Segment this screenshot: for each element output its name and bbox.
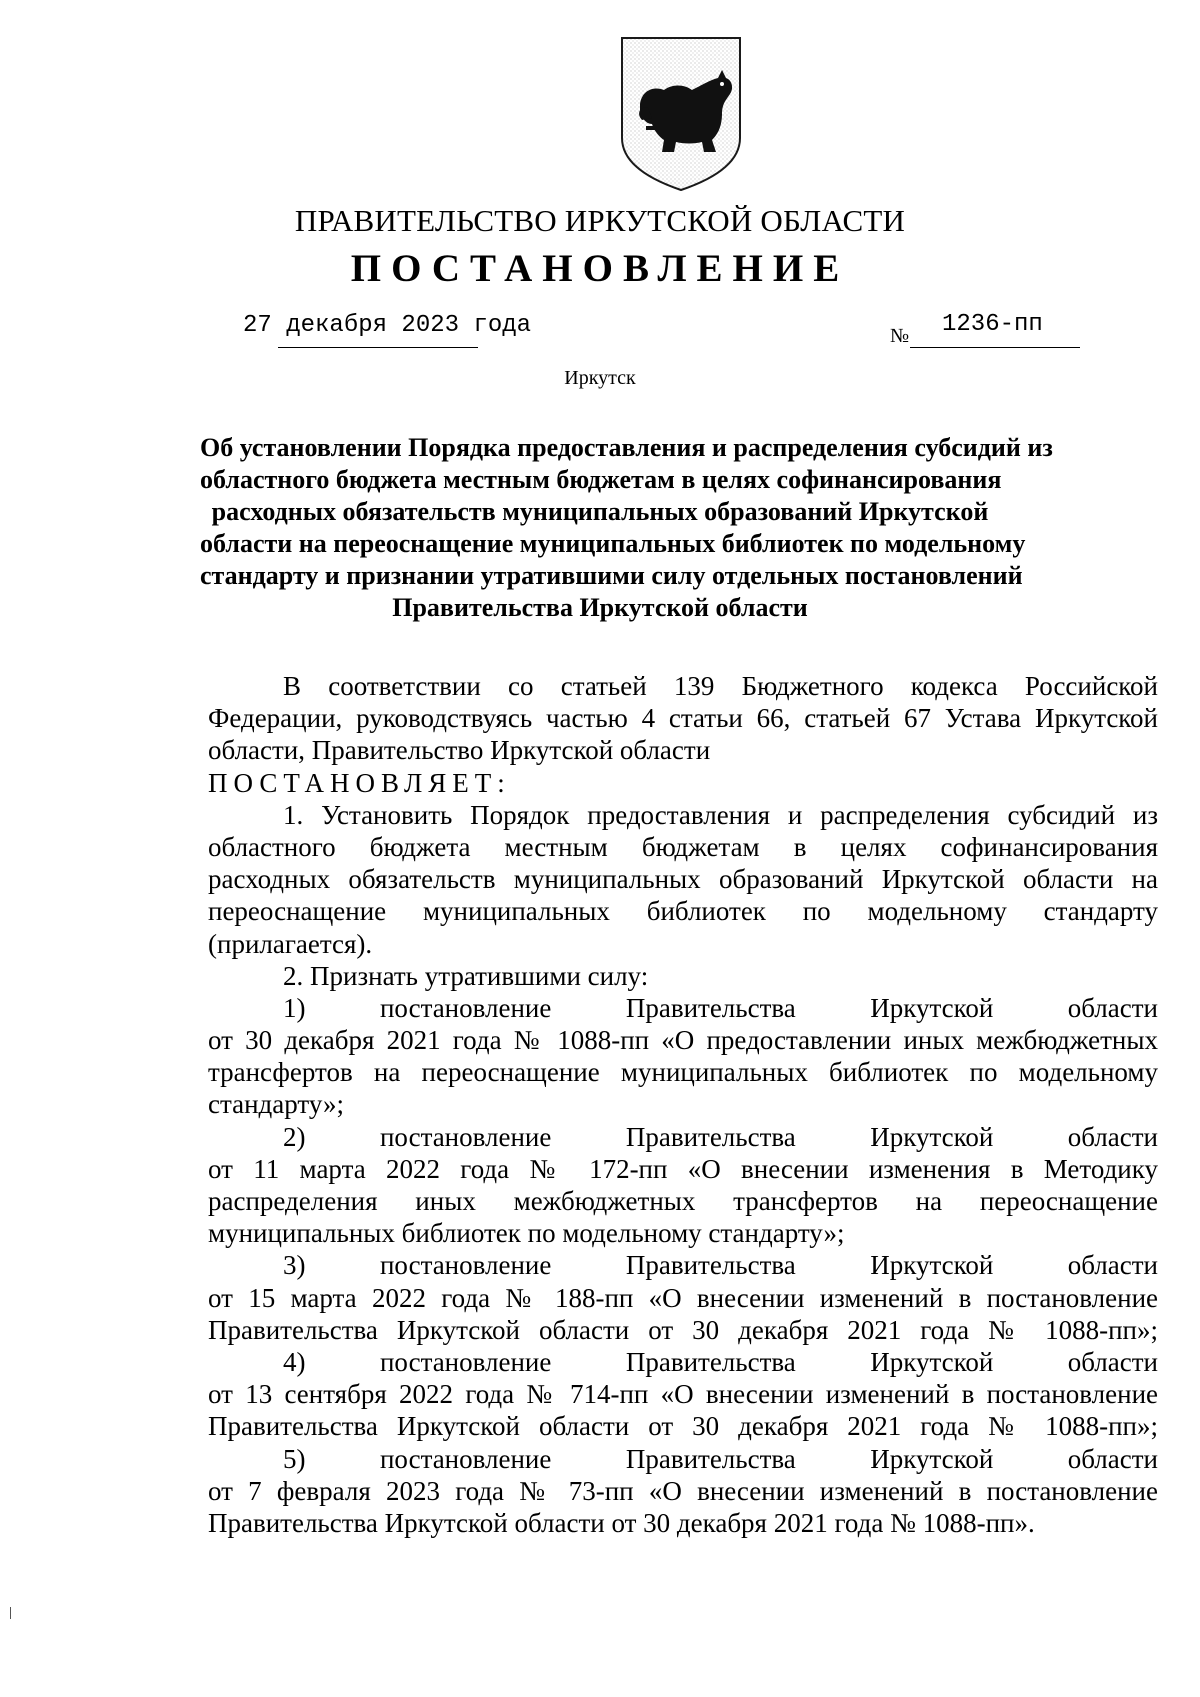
body-line: переоснащение муниципальных библиотек по модельному стандарту	[208, 896, 1158, 927]
list-item-line: 3) постановление Правительства Иркутской области	[283, 1250, 1158, 1281]
decree-body	[208, 670, 1158, 1539]
list-item-line: муниципальных библиотек по модельному стандарту»;	[208, 1218, 845, 1249]
number-sign: №	[890, 325, 910, 347]
title-line: Правительства Иркутской области	[392, 593, 808, 622]
list-item-line: 2) постановление Правительства Иркутской области	[283, 1121, 1158, 1152]
list-item-line: от 15 марта 2022 года № 188-пп «О внесении изменений в постановление	[208, 1282, 1158, 1313]
list-item-line: от 13 сентября 2022 года № 714-пп «О внесении изменений в постановление	[208, 1379, 1158, 1410]
list-item-line: 1) постановление Правительства Иркутской области	[283, 992, 1158, 1023]
list-item-line: Правительства Иркутской области от 30 декабря 2021 года № 1088-пп»;	[208, 1411, 1158, 1442]
list-item-line: 4) постановление Правительства Иркутской области	[283, 1346, 1158, 1377]
government-name: ПРАВИТЕЛЬСТВО ИРКУТСКОЙ ОБЛАСТИ	[294, 203, 906, 238]
city: Иркутск	[564, 367, 636, 389]
scan-margin-mark	[10, 1607, 11, 1619]
title-line: областного бюджета местным бюджетам в целях софинансирования	[200, 465, 1002, 494]
list-item-line: распределения иных межбюджетных трансфертов на переоснащение	[208, 1186, 1158, 1216]
title-line: области на переоснащение муниципальных библиотек по модельному	[200, 529, 1026, 558]
body-line: 2. Признать утратившими силу:	[283, 960, 649, 991]
date-underline	[278, 347, 478, 348]
body-line: области, Правительство Иркутской области	[208, 735, 711, 766]
title-line: Об установлении Порядка предоставления и распределения субсидий из	[200, 433, 1053, 462]
coat-of-arms-icon	[618, 34, 744, 194]
list-item-line: от 11 марта 2022 года № 172-пп «О внесении изменения в Методику	[208, 1153, 1158, 1184]
body-line: (прилагается).	[208, 928, 373, 959]
list-item-line: 5) постановление Правительства Иркутской области	[283, 1443, 1158, 1474]
list-item-line: стандарту»;	[208, 1089, 345, 1120]
decree-date: 27 декабря 2023 года	[243, 312, 532, 339]
decree-number: 1236-пп	[942, 311, 1043, 338]
body-line: расходных обязательств муниципальных образований Иркутской области на	[208, 864, 1158, 895]
decree-title	[200, 432, 1053, 624]
body-line: Федерации, руководствуясь частью 4 статьи 66, статьей 67 Устава Иркутской	[208, 703, 1158, 734]
body-line: областного бюджета местным бюджетам в целях софинансирования	[208, 831, 1158, 862]
list-item-line: от 30 декабря 2021 года № 1088-пп «О предоставлении иных межбюджетных	[208, 1025, 1158, 1056]
title-line: расходных обязательств муниципальных образований Иркутской	[211, 497, 989, 526]
document-type: ПОСТАНОВЛЕНИЕ	[350, 247, 850, 290]
body-line: В соответствии со статьей 139 Бюджетного кодекса Российской	[283, 671, 1158, 701]
list-item-line: Правительства Иркутской области от 30 декабря 2021 года № 1088-пп».	[208, 1507, 1035, 1538]
list-item-line: трансфертов на переоснащение муниципальных библиотек по модельному	[208, 1057, 1158, 1088]
list-item-line: от 7 февраля 2023 года № 73-пп «О внесении изменений в постановление	[208, 1475, 1158, 1506]
body-line: 1. Установить Порядок предоставления и распределения субсидий из	[283, 799, 1158, 830]
list-item-line: Правительства Иркутской области от 30 декабря 2021 года № 1088-пп»;	[208, 1314, 1158, 1345]
resolves-heading: ПОСТАНОВЛЯЕТ:	[208, 767, 511, 798]
title-line: стандарту и признании утратившими силу отдельных постановлений	[200, 561, 1023, 590]
number-underline	[910, 347, 1080, 348]
